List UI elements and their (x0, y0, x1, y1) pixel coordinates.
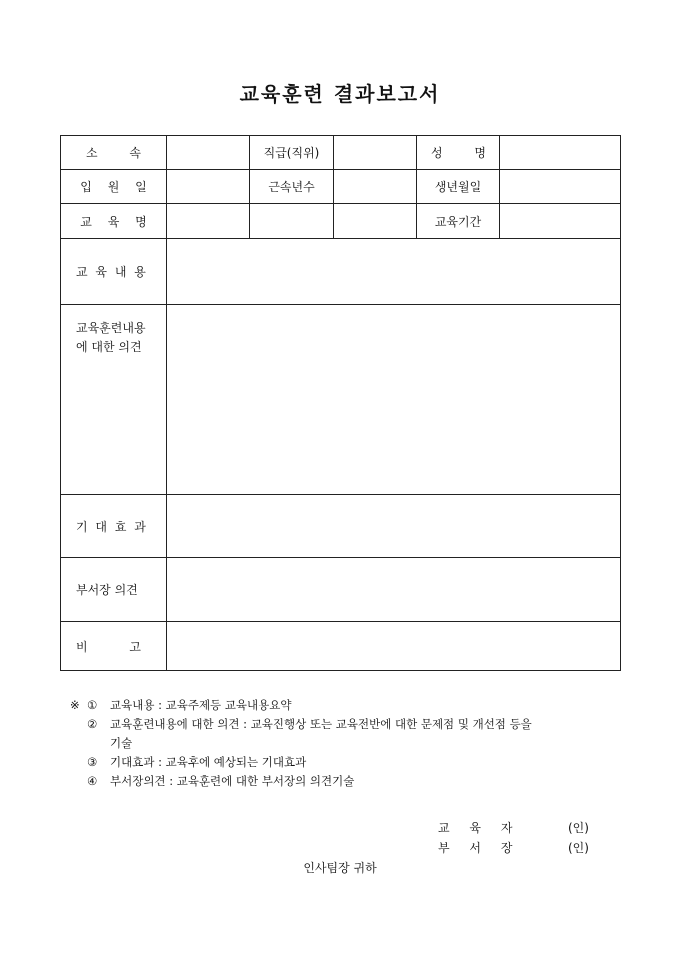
note-number: ② (87, 717, 98, 731)
value-affiliation[interactable] (167, 136, 250, 170)
note-item (60, 715, 625, 753)
note-item (60, 772, 625, 791)
value-course-period[interactable] (500, 204, 621, 239)
label-opinion-line1: 교육훈련내용 (76, 321, 146, 335)
signature-educator (438, 819, 589, 836)
label-expected-effect: 기 대 효 과 (61, 495, 167, 558)
note-number: ③ (87, 755, 98, 769)
notes-section (60, 696, 625, 791)
signature-dept-head (438, 839, 589, 856)
label-years-service: 근속년수 (250, 170, 334, 204)
addressee: 인사팀장 귀하 (303, 861, 377, 875)
note-mark: ※ (70, 698, 80, 712)
signature-role: 교 육 자 (438, 821, 521, 835)
label-dept-head-opinion: 부서장 의견 (61, 558, 167, 622)
label-name: 성 명 (417, 136, 500, 170)
label-content: 교 육 내 용 (61, 239, 167, 305)
note-text: 기대효과 : 교육후에 예상되는 기대효과 (110, 755, 307, 769)
label-course-name: 교 육 명 (61, 204, 167, 239)
label-birth-date: 생년월일 (417, 170, 500, 204)
note-number: ① (87, 698, 98, 712)
report-form-table (60, 135, 621, 671)
note-text: 교육내용 : 교육주제등 교육내용요약 (110, 698, 292, 712)
value-rank[interactable] (334, 136, 417, 170)
label-affiliation: 소 속 (61, 136, 167, 170)
value-remarks[interactable] (167, 622, 621, 671)
value-dept-head-opinion[interactable] (167, 558, 621, 622)
value-expected-effect[interactable] (167, 495, 621, 558)
signature-role: 부 서 장 (438, 841, 521, 855)
value-opinion[interactable] (167, 305, 621, 495)
value-years-service[interactable] (334, 170, 417, 204)
seal-mark: (인) (568, 841, 589, 855)
label-remarks: 비 고 (61, 622, 167, 671)
value-birth-date[interactable] (500, 170, 621, 204)
note-text: 부서장의견 : 교육훈련에 대한 부서장의 의견기술 (110, 774, 355, 788)
value-name[interactable] (500, 136, 621, 170)
note-text-continued: 기술 (110, 736, 133, 750)
note-number: ④ (87, 774, 98, 788)
value-content[interactable] (167, 239, 621, 305)
note-text: 교육훈련내용에 대한 의견 : 교육진행상 또는 교육전반에 대한 문제점 및 개선점 등을 (110, 717, 532, 731)
value-join-date[interactable] (167, 170, 250, 204)
note-item (60, 696, 625, 715)
document-title: 교육훈련 결과보고서 (239, 82, 441, 106)
label-course-period: 교육기간 (417, 204, 500, 239)
value-course-name-2[interactable] (250, 204, 334, 239)
label-join-date: 입 원 일 (61, 170, 167, 204)
seal-mark: (인) (568, 821, 589, 835)
note-item (60, 753, 625, 772)
label-opinion-line2: 에 대한 의견 (76, 340, 142, 354)
label-opinion (61, 305, 167, 495)
value-course-name-1[interactable] (167, 204, 250, 239)
label-rank: 직급(직위) (250, 136, 334, 170)
value-course-name-3[interactable] (334, 204, 417, 239)
